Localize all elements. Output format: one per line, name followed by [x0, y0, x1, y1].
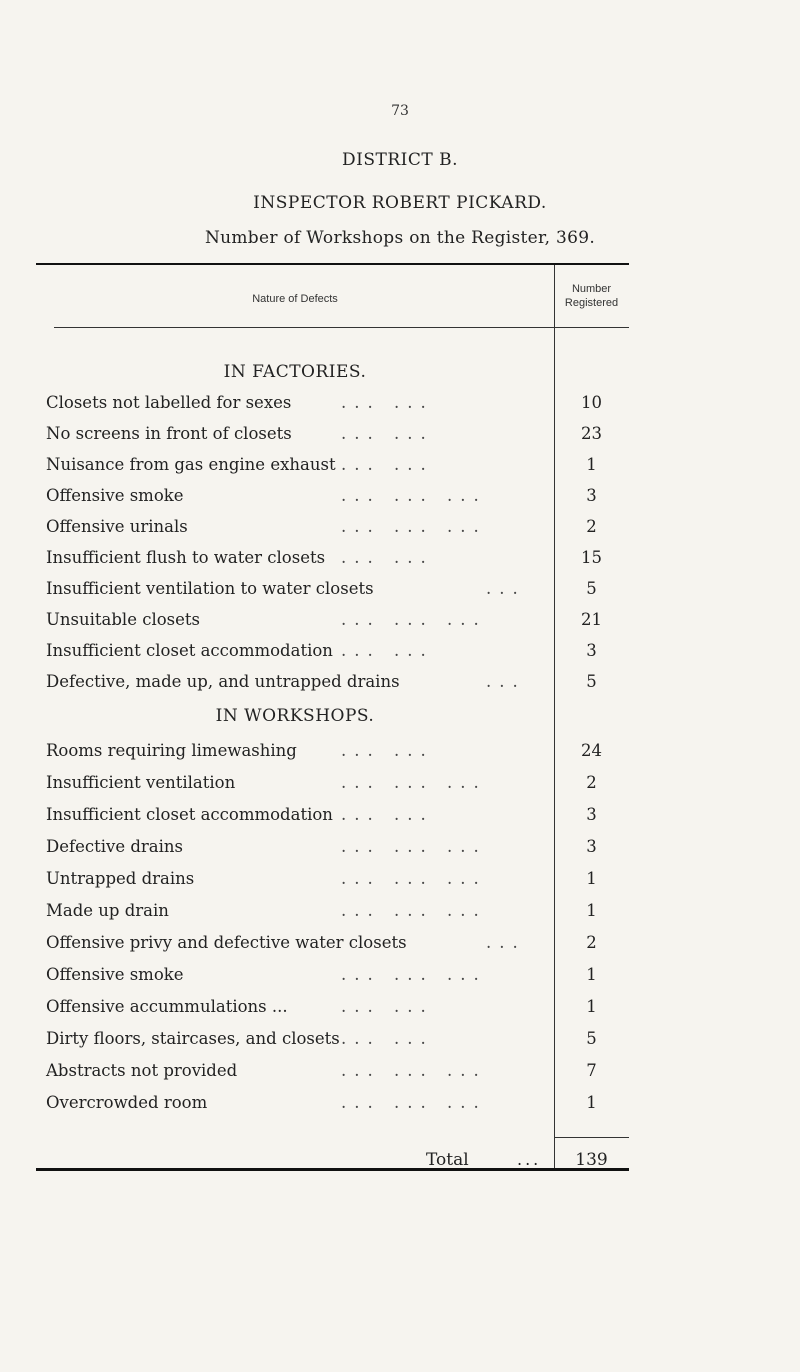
table-row	[46, 833, 629, 861]
defect-label: Dirty floors, staircases, and closets	[46, 1029, 340, 1048]
leader-dots: ... ... ...	[341, 965, 487, 984]
defect-count: 1	[586, 1093, 597, 1112]
defect-count: 24	[581, 741, 602, 760]
defect-label: Defective drains	[46, 837, 184, 856]
leader-dots: ... ...	[341, 455, 434, 474]
defects-table	[36, 263, 629, 1171]
defect-count: 15	[581, 548, 602, 567]
defect-count: 21	[581, 610, 602, 629]
column-header-number-line1: Number	[571, 283, 612, 295]
table-row	[46, 929, 629, 957]
leader-dots: ... ...	[341, 805, 434, 824]
leader-dots: ...	[486, 933, 526, 952]
defect-count: 5	[586, 579, 597, 598]
defect-label: No screens in front of closets	[46, 424, 292, 443]
defect-count: 3	[586, 486, 597, 505]
defect-count: 2	[586, 773, 597, 792]
leader-dots: ...	[486, 579, 526, 598]
column-header-number	[554, 282, 629, 310]
leader-dots: ... ... ...	[341, 901, 487, 920]
defect-count: 2	[586, 933, 597, 952]
leader-dots: ... ... ...	[341, 610, 487, 629]
defect-count: 1	[586, 997, 597, 1016]
total-leader-dots: ...	[517, 1150, 542, 1169]
leader-dots: ... ...	[341, 741, 434, 760]
defect-label: Offensive privy and defective water closets	[46, 933, 407, 952]
defect-label: Overcrowded room	[46, 1093, 208, 1112]
leader-dots: ... ... ...	[341, 869, 487, 888]
table-row	[46, 544, 629, 572]
defect-count: 3	[586, 805, 597, 824]
section-heading-workshops: IN WORKSHOPS.	[215, 706, 375, 726]
table-row	[46, 737, 629, 765]
table-row	[46, 865, 629, 893]
total-divider	[554, 1137, 629, 1138]
section-heading-factories: IN FACTORIES.	[223, 362, 367, 382]
total-value: 139	[575, 1150, 608, 1170]
defect-count: 1	[586, 455, 597, 474]
leader-dots: ... ... ...	[341, 486, 487, 505]
defect-label: Offensive smoke	[46, 486, 184, 505]
table-row	[46, 1025, 629, 1053]
table-row	[46, 897, 629, 925]
header-divider	[54, 327, 629, 328]
leader-dots: ... ...	[341, 997, 434, 1016]
defect-label: Insufficient closet accommodation	[46, 641, 333, 660]
defect-label: Insufficient ventilation	[46, 773, 236, 792]
defect-count: 1	[586, 965, 597, 984]
leader-dots: ... ... ...	[341, 773, 487, 792]
table-row	[46, 606, 629, 634]
leader-dots: ... ... ...	[341, 837, 487, 856]
defect-label: Insufficient flush to water closets	[46, 548, 326, 567]
defect-label: Offensive accummulations ...	[46, 997, 288, 1016]
register-count: Number of Workshops on the Register, 369.	[204, 228, 596, 248]
defect-label: Closets not labelled for sexes	[46, 393, 292, 412]
district-title: DISTRICT B.	[342, 150, 458, 170]
total-label: Total	[426, 1150, 469, 1170]
leader-dots: ... ...	[341, 1029, 434, 1048]
table-row	[46, 637, 629, 665]
table-row	[46, 513, 629, 541]
table-row	[46, 420, 629, 448]
leader-dots: ... ... ...	[341, 1093, 487, 1112]
defect-label: Defective, made up, and untrapped drains	[46, 672, 400, 691]
column-header-number-line2: Registered	[564, 297, 619, 309]
defect-label: Offensive smoke	[46, 965, 184, 984]
defect-label: Insufficient closet accommodation	[46, 805, 333, 824]
defect-count: 3	[586, 641, 597, 660]
defect-count: 1	[586, 901, 597, 920]
leader-dots: ...	[486, 672, 526, 691]
column-header-nature: Nature of Defects	[252, 293, 338, 305]
table-row	[46, 1057, 629, 1085]
defect-label: Untrapped drains	[46, 869, 195, 888]
table-row	[46, 668, 629, 696]
table-row	[46, 482, 629, 510]
defect-count: 5	[586, 672, 597, 691]
defect-label: Made up drain	[46, 901, 169, 920]
leader-dots: ... ...	[341, 548, 434, 567]
page-number: 73	[391, 103, 409, 119]
table-row	[46, 961, 629, 989]
table-row	[46, 801, 629, 829]
leader-dots: ... ... ...	[341, 1061, 487, 1080]
table-row	[46, 1089, 629, 1117]
defect-label: Offensive urinals	[46, 517, 188, 536]
inspector-title: INSPECTOR ROBERT PICKARD.	[253, 193, 547, 213]
defect-count: 5	[586, 1029, 597, 1048]
table-row	[46, 575, 629, 603]
defect-label: Rooms requiring limewashing	[46, 741, 297, 760]
defect-count: 7	[586, 1061, 597, 1080]
defect-count: 2	[586, 517, 597, 536]
table-row	[46, 993, 629, 1021]
table-row	[46, 389, 629, 417]
defect-count: 3	[586, 837, 597, 856]
defect-count: 23	[581, 424, 602, 443]
defect-count: 1	[586, 869, 597, 888]
leader-dots: ... ... ...	[341, 517, 487, 536]
defect-label: Abstracts not provided	[46, 1061, 238, 1080]
defect-label: Nuisance from gas engine exhaust	[46, 455, 336, 474]
leader-dots: ... ...	[341, 641, 434, 660]
leader-dots: ... ...	[341, 424, 434, 443]
defect-count: 10	[581, 393, 602, 412]
table-row	[46, 451, 629, 479]
table-row	[46, 769, 629, 797]
defect-label: Unsuitable closets	[46, 610, 201, 629]
leader-dots: ... ...	[341, 393, 434, 412]
defect-label: Insufficient ventilation to water closets	[46, 579, 374, 598]
